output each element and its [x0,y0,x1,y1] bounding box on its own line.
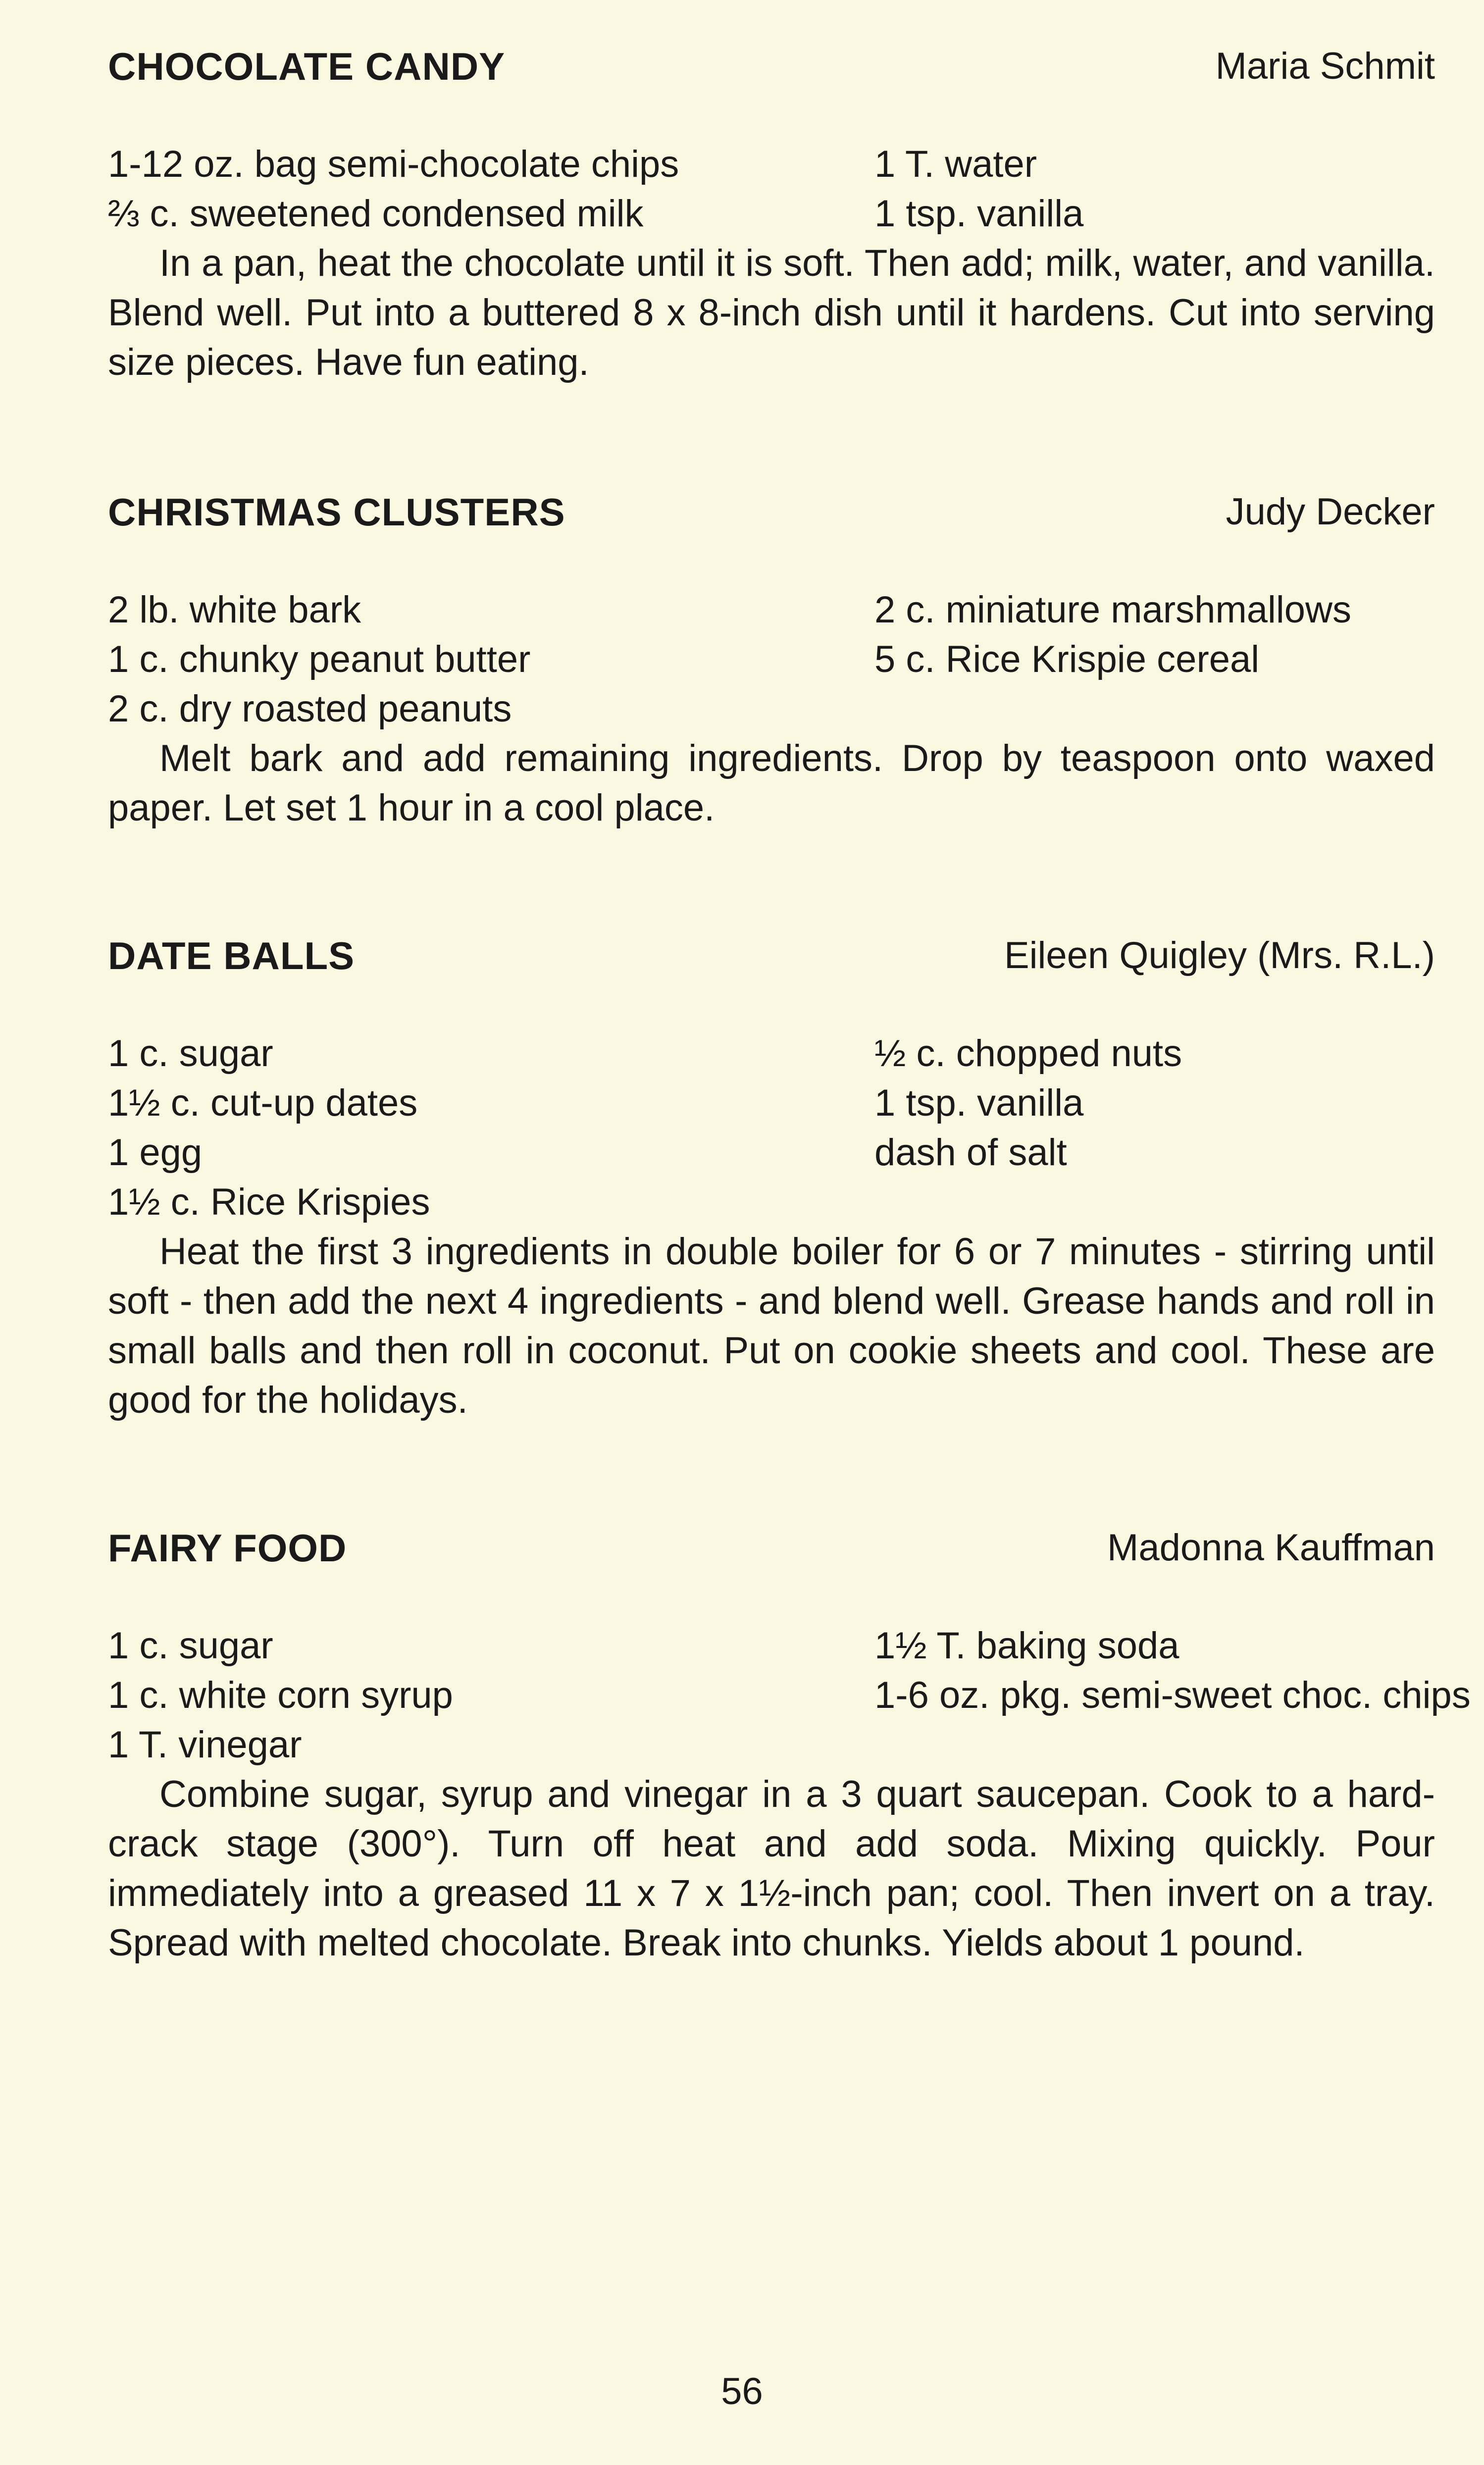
ingredient-row [108,1621,1435,1671]
ingredient-row [108,189,1435,239]
ingredient-item: 2 c. dry roasted peanuts [108,688,512,730]
ingredient-item: 5 c. Rice Krispie cereal [874,638,1260,680]
ingredient-item: 1-6 oz. pkg. semi-sweet choc. chips [874,1674,1471,1716]
ingredient-row [108,684,1435,734]
recipe-title: FAIRY FOOD [108,1526,347,1570]
ingredient-item: dash of salt [874,1131,1067,1174]
ingredient-item: 1 c. sugar [108,1032,273,1075]
recipe-title: CHRISTMAS CLUSTERS [108,490,565,534]
ingredient-item: 1 c. chunky peanut butter [108,638,531,680]
ingredient-item: 1½ c. Rice Krispies [108,1181,430,1223]
ingredient-row [108,585,1435,635]
recipe-directions: In a pan, heat the chocolate until it is soft. Then add; milk, water, and vanilla. Blend well. Put into a buttered 8 x 8-inch dish until it hardens. Cut into serving size pieces. Have fun eating. [108,242,1435,383]
recipe-directions: Combine sugar, syrup and vinegar in a 3 quart saucepan. Cook to a hard-crack stage (300°). Turn off heat and add soda. Mixing quickly. Pour immediately into a greased 11 x 7 x 1½-inch pan; cool. Then invert on a tray. Spread with melted chocolate. Break into chunks. Yields about 1 pound. [108,1773,1435,1964]
ingredient-item: 1 c. sugar [108,1625,273,1667]
ingredient-list [108,140,1435,239]
recipe-header [108,487,1435,537]
ingredient-item: 1 tsp. vanilla [874,1082,1084,1124]
ingredient-item: 2 c. miniature marshmallows [874,589,1351,631]
ingredient-item: 1 T. water [874,143,1037,185]
ingredient-row [108,1720,1435,1770]
ingredient-item: 1 c. white corn syrup [108,1674,453,1716]
recipe-fairy-food [108,1523,1471,1968]
ingredient-row [108,1671,1471,1720]
ingredient-item: ⅔ c. sweetened condensed milk [108,193,644,235]
ingredient-item: 1 T. vinegar [108,1724,302,1766]
ingredient-item: 1½ c. cut-up dates [108,1082,418,1124]
ingredient-row [108,140,1435,189]
ingredient-item: 1½ T. baking soda [874,1625,1179,1667]
recipe-date-balls [108,931,1435,1425]
ingredient-row [108,635,1435,684]
ingredient-item: 1-12 oz. bag semi-chocolate chips [108,143,679,185]
recipe-author: Madonna Kauffman [1107,1527,1435,1569]
recipe-author: Eileen Quigley (Mrs. R.L.) [1004,934,1435,976]
ingredient-row [108,1128,1435,1178]
ingredient-item: 1 tsp. vanilla [874,193,1084,235]
recipe-directions: Melt bark and add remaining ingredients. Drop by teaspoon onto waxed paper. Let set 1 hour in a cool place. [108,737,1435,829]
ingredient-item: 1 egg [108,1131,203,1174]
ingredient-list [108,1621,1471,1770]
ingredient-list [108,1029,1435,1227]
ingredient-row [108,1078,1435,1128]
recipe-header [108,931,1435,980]
recipe-author: Maria Schmit [1215,45,1435,87]
recipe-title: CHOCOLATE CANDY [108,45,506,88]
recipe-header [108,42,1435,91]
ingredient-item: 2 lb. white bark [108,589,361,631]
ingredient-row [108,1178,1435,1227]
recipe-christmas-clusters [108,487,1435,833]
recipe-chocolate-candy [108,42,1435,387]
ingredient-item: ½ c. chopped nuts [874,1032,1182,1075]
recipe-title: DATE BALLS [108,934,355,977]
page-number: 56 [721,2370,763,2413]
ingredient-row [108,1029,1435,1078]
ingredient-list [108,585,1435,734]
recipe-header [108,1523,1435,1573]
recipe-author: Judy Decker [1226,491,1435,533]
recipe-directions: Heat the first 3 ingredients in double boiler for 6 or 7 minutes - stirring until soft - then add the next 4 ingredients - and blend well. Grease hands and roll in small balls and then roll in coconut. Put on cookie sheets and cool. These are good for the holidays. [108,1231,1435,1421]
